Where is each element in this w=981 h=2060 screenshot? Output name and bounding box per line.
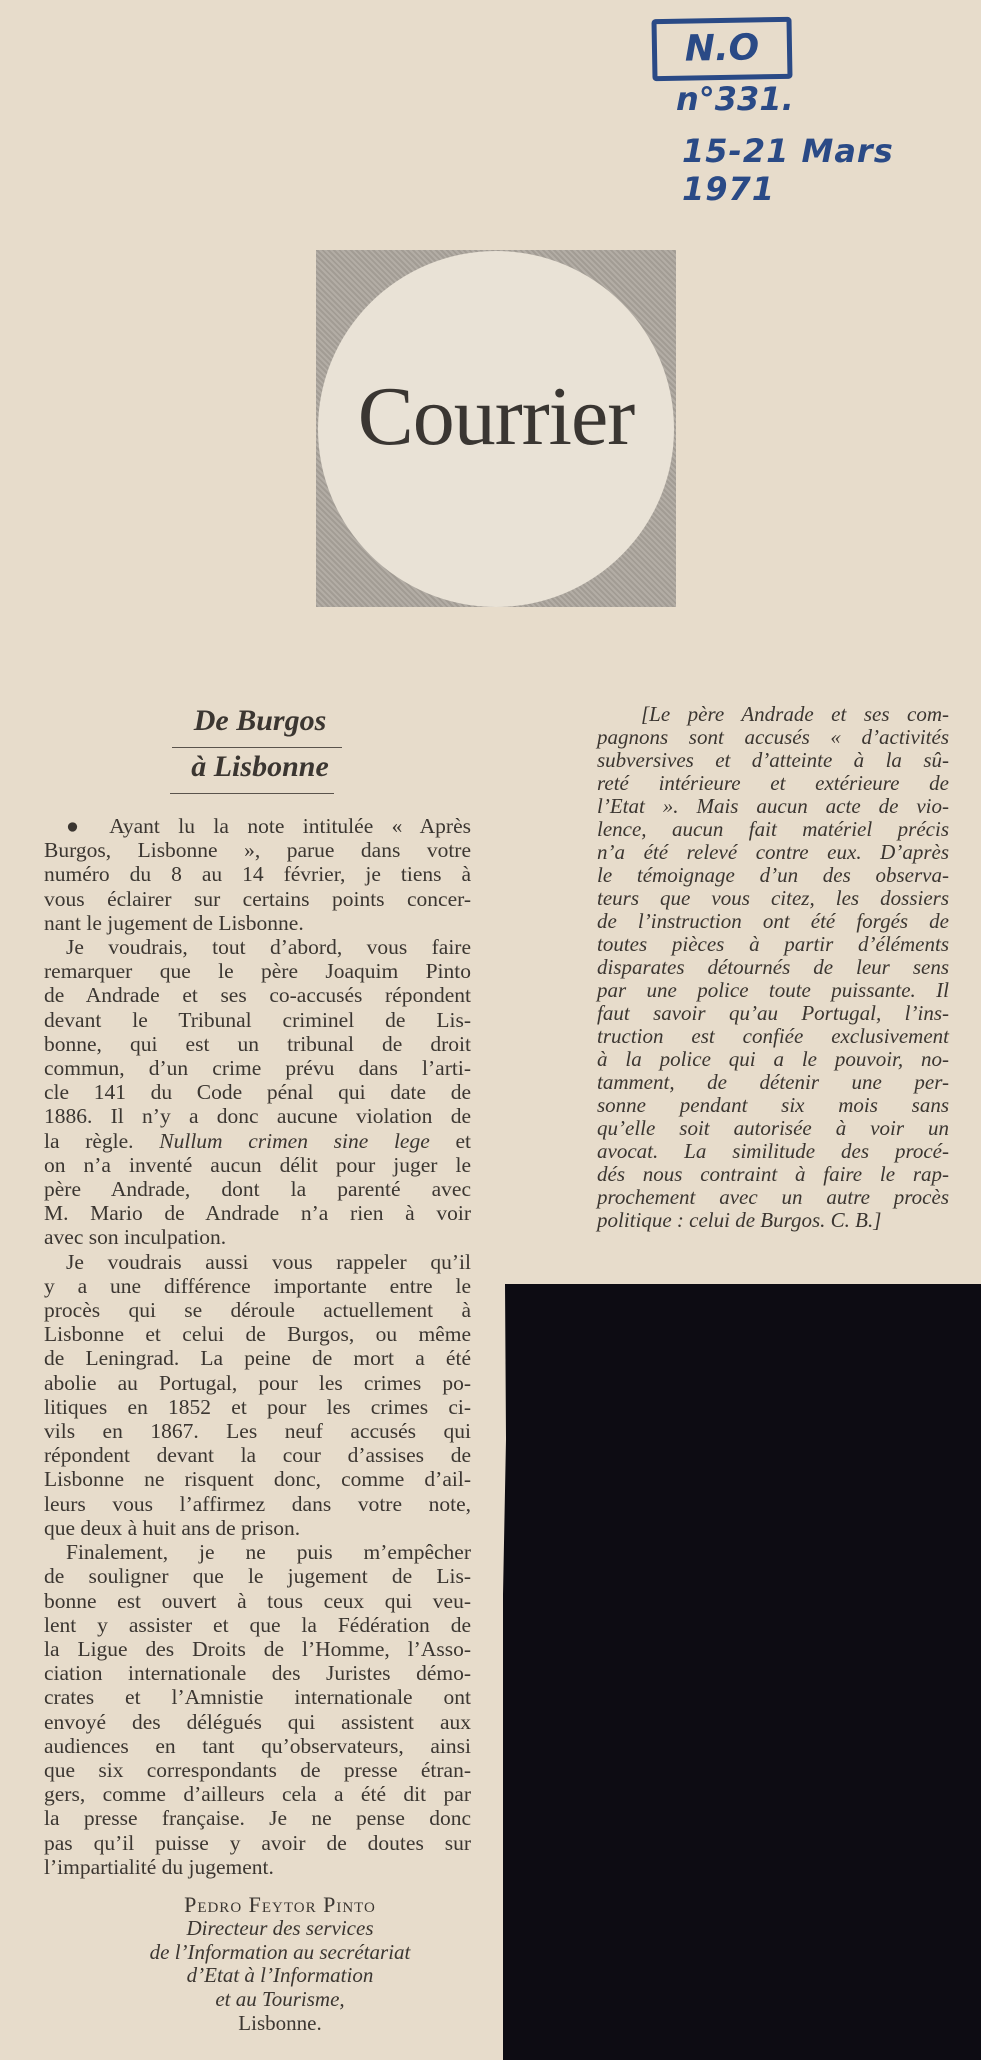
letter-line: crates et l’Amnistie internationale ont: [44, 1685, 471, 1710]
editor-note-line: teurs que vous citez, les dossiers: [597, 886, 949, 910]
title-divider: [172, 747, 342, 748]
signature-block: [60, 1893, 500, 2036]
letter-line: ciation internationale des Juristes démo-: [44, 1661, 471, 1686]
title-divider: [170, 793, 334, 794]
editor-note-line: lence, aucun fait matériel précis: [597, 817, 949, 841]
editor-note-line: à la police qui a le pouvoir, no-: [597, 1047, 949, 1071]
signature-title-line: de l’Information au secrétariat: [149, 1939, 411, 1964]
handwritten-issue-number: n°331.: [676, 80, 794, 118]
editor-note-line: subversives et d’atteinte à la sû-: [597, 748, 949, 772]
letter-line: commun, d’un crime prévu dans l’arti-: [44, 1056, 471, 1081]
letter-line: vils en 1867. Les neuf accusés qui: [44, 1419, 471, 1444]
letter-line: la règle. Nullum crimen sine lege et: [44, 1128, 471, 1153]
editor-note-line: politique : celui de Burgos. C. B.]: [597, 1208, 882, 1232]
letter-line: nant le jugement de Lisbonne.: [44, 910, 304, 935]
editor-note-line: toutes pièces à partir d’éléments: [597, 932, 949, 956]
letter-line: lent y assister et que la Fédération de: [44, 1612, 471, 1637]
editor-note-line: tamment, de détenir une per-: [597, 1070, 949, 1094]
letter-line: y a une différence importante entre le: [44, 1273, 471, 1298]
letter-line: M. Mario de Andrade n’a rien à voir: [44, 1201, 471, 1226]
editor-note-line: l’Etat ». Mais aucun acte de vio-: [597, 794, 949, 818]
signature-name: Pedro Feytor Pinto: [184, 1892, 376, 1917]
editor-note-line: le témoignage d’un des observa-: [597, 863, 949, 887]
letter-line: la Ligue des Droits de l’Homme, l’Asso-: [44, 1636, 471, 1661]
letter-line: bonne est ouvert à tous ceux qui veu-: [44, 1588, 471, 1613]
letter-line: litiques en 1852 et pour les crimes ci-: [44, 1394, 471, 1419]
letter-line: procès qui se déroule actuellement à: [44, 1298, 471, 1323]
letter-body: [44, 814, 471, 1879]
letter-line: envoyé des délégués qui assistent aux: [44, 1709, 471, 1734]
letter-line: remarquer que le père Joaquim Pinto: [44, 959, 471, 984]
editor-note-line: [Le père Andrade et ses com-: [641, 702, 949, 726]
letter-line: gers, comme d’ailleurs cela a été dit par: [44, 1782, 471, 1807]
letter-line: Lisbonne et celui de Burgos, ou même: [44, 1322, 471, 1347]
editor-note-line: avocat. La similitude des procé-: [597, 1139, 949, 1163]
signature-place: Lisbonne.: [238, 2010, 322, 2035]
letter-line: leurs vous l’affirmez dans votre note,: [44, 1491, 471, 1516]
letter-line: l’impartialité du jugement.: [44, 1854, 274, 1879]
letter-line: cle 141 du Code pénal qui date de: [44, 1080, 471, 1105]
article-title-line2: à Lisbonne: [191, 750, 329, 783]
editor-note-line: disparates détournés de leur sens: [597, 955, 949, 979]
editor-note-line: qu’elle soit autorisée à voir un: [597, 1116, 949, 1140]
letter-line: pas qu’il puisse y avoir de doutes sur: [44, 1830, 471, 1855]
editor-note-line: dés nous contraint à faire le rap-: [597, 1162, 949, 1186]
letter-line: de Andrade et ses co-accusés répondent: [44, 983, 471, 1008]
handwritten-box-annotation: N.O: [651, 17, 792, 81]
editor-note-line: reté intérieure et extérieure de: [597, 771, 949, 795]
letter-line: Je voudrais, tout d’abord, vous faire: [66, 935, 471, 960]
section-title: Courrier: [357, 370, 635, 463]
editor-note: [597, 703, 949, 1232]
black-redaction-area: [503, 1284, 981, 2060]
letter-line: ● Ayant lu la note intitulée « Après: [66, 814, 471, 838]
article-title-line1: De Burgos: [193, 704, 327, 737]
letter-line: Finalement, je ne puis m’empêcher: [66, 1540, 471, 1565]
letter-line: Je voudrais aussi vous rappeler qu’il: [66, 1249, 471, 1274]
courrier-section-logo: [316, 250, 676, 607]
letter-line: vous éclairer sur certains points concer-: [44, 886, 471, 911]
letter-line: on n’a inventé aucun délit pour juger le: [44, 1152, 471, 1177]
letter-line: 1886. Il n’y a donc aucune violation de: [44, 1104, 471, 1129]
editor-note-line: truction est confiée exclusivement: [597, 1024, 949, 1048]
letter-line: avec son inculpation.: [44, 1225, 227, 1250]
letter-line: bonne, qui est un tribunal de droit: [44, 1031, 471, 1056]
editor-note-line: prochement avec un autre procès: [597, 1185, 949, 1209]
letter-line: que six correspondants de presse étran-: [44, 1757, 471, 1782]
letter-line: numéro du 8 au 14 février, je tiens à: [44, 862, 471, 887]
letter-line: de souligner que le jugement de Lis-: [44, 1564, 471, 1589]
letter-line: que deux à huit ans de prison.: [44, 1515, 301, 1540]
letter-line: Burgos, Lisbonne », parue dans votre: [44, 838, 471, 863]
signature-title-line: et au Tourisme,: [215, 1987, 345, 2012]
letter-line: audiences en tant qu’observateurs, ainsi: [44, 1733, 471, 1758]
letter-line: Lisbonne ne risquent donc, comme d’ail-: [44, 1467, 471, 1492]
letter-line: répondent devant la cour d’assises de: [44, 1443, 471, 1468]
letter-line: de Leningrad. La peine de mort a été: [44, 1346, 471, 1371]
editor-note-line: n’a été relevé contre eux. D’après: [597, 840, 949, 864]
letter-line: devant le Tribunal criminel de Lis-: [44, 1007, 471, 1032]
handwritten-date: 15-21 Mars 1971: [682, 132, 894, 208]
editor-note-line: pagnons sont accusés « d’activités: [597, 725, 949, 749]
editor-note-line: sonne pendant six mois sans: [597, 1093, 949, 1117]
editor-note-line: faut savoir qu’au Portugal, l’ins-: [597, 1001, 949, 1025]
signature-title-line: d’Etat à l’Information: [186, 1963, 374, 1988]
editor-note-line: par une police toute puissante. Il: [597, 978, 949, 1002]
letter-line: père Andrade, dont la parenté avec: [44, 1177, 471, 1202]
signature-title-line: Directeur des services: [186, 1915, 374, 1940]
editor-note-line: de l’instruction ont été forgés de: [597, 909, 949, 933]
letter-line: abolie au Portugal, pour les crimes po-: [44, 1370, 471, 1395]
letter-line: la presse française. Je ne pense donc: [44, 1806, 471, 1831]
